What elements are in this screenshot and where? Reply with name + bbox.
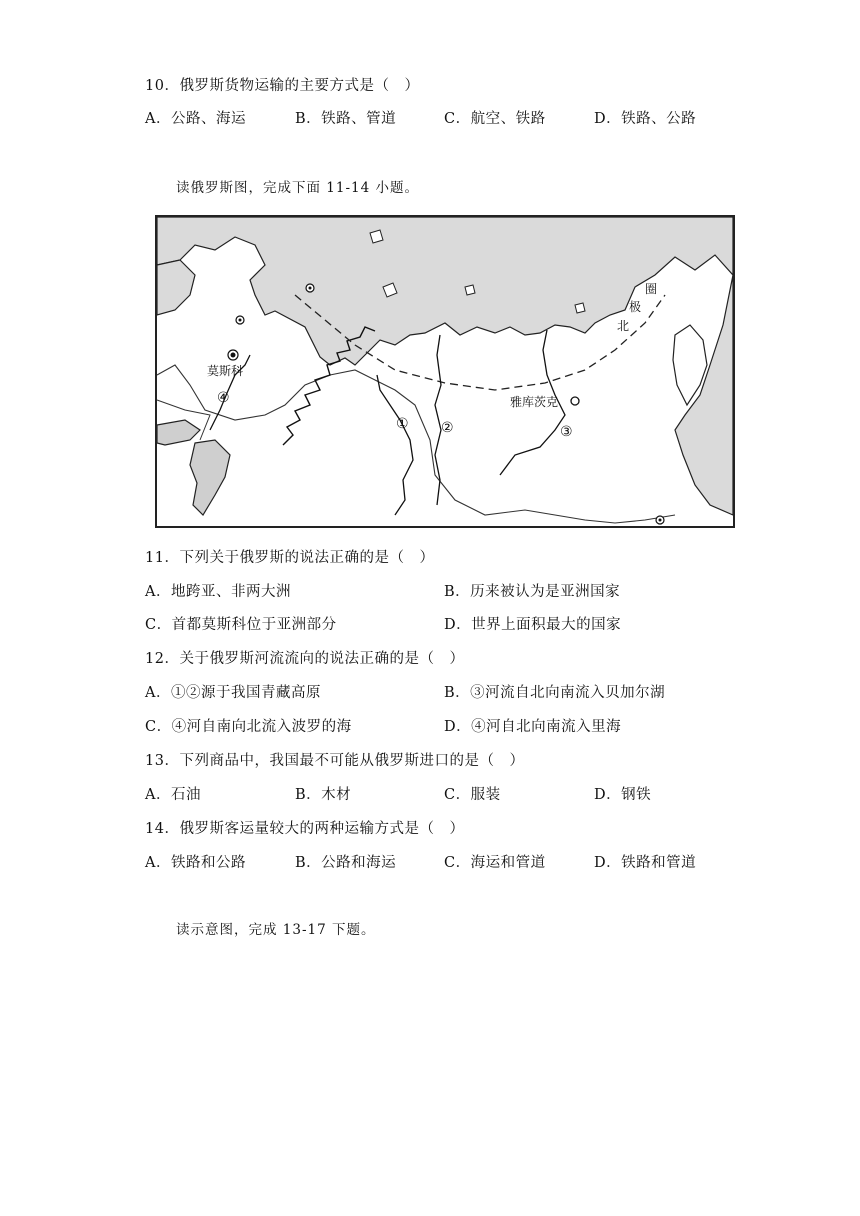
label-yakutsk: 雅库茨克	[510, 395, 559, 409]
q14-option-a[interactable]: A．铁路和公路	[145, 855, 246, 871]
q13-option-c[interactable]: C．服装	[444, 787, 501, 803]
q10-option-a[interactable]: A．公路、海运	[145, 111, 246, 127]
q13-option-a[interactable]: A．石油	[145, 787, 201, 803]
q10-option-d[interactable]: D．铁路、公路	[594, 111, 697, 127]
q13-stem: 13．下列商品中，我国最不可能从俄罗斯进口的是（ ）	[145, 753, 525, 769]
q11-option-b[interactable]: B．历来被认为是亚洲国家	[444, 584, 621, 600]
q11-stem: 11．下列关于俄罗斯的说法正确的是（ ）	[145, 550, 435, 566]
q14-option-c[interactable]: C．海运和管道	[444, 855, 546, 871]
russia-map	[155, 215, 735, 528]
q12-option-a[interactable]: A．①②源于我国青藏高原	[145, 685, 321, 701]
label-arctic-ji: 极	[629, 300, 642, 314]
label-arctic-quan: 圈	[645, 282, 658, 296]
intro-13-17: 读示意图，完成 13-17 下题。	[176, 922, 376, 938]
q11-option-d[interactable]: D．世界上面积最大的国家	[444, 617, 622, 633]
marker-1: ①	[396, 416, 409, 432]
q12-option-c[interactable]: C．④河自南向北流入波罗的海	[145, 719, 352, 735]
q10-stem: 10．俄罗斯货物运输的主要方式是（ ）	[145, 78, 420, 94]
q14-option-d[interactable]: D．铁路和管道	[594, 855, 697, 871]
marker-2: ②	[441, 420, 454, 436]
q12-option-d[interactable]: D．④河自北向南流入里海	[444, 719, 622, 735]
label-moscow: 莫斯科	[207, 364, 244, 378]
q11-option-c[interactable]: C．首都莫斯科位于亚洲部分	[145, 617, 337, 633]
q14-stem: 14．俄罗斯客运量较大的两种运输方式是（ ）	[145, 821, 465, 837]
q10-option-b[interactable]: B．铁路、管道	[295, 111, 397, 127]
q13-option-d[interactable]: D．钢铁	[594, 787, 652, 803]
q11-option-a[interactable]: A．地跨亚、非两大洲	[145, 584, 291, 600]
label-arctic-bei: 北	[617, 319, 630, 333]
q13-option-b[interactable]: B．木材	[295, 787, 352, 803]
q14-option-b[interactable]: B．公路和海运	[295, 855, 397, 871]
intro-11-14: 读俄罗斯图，完成下面 11-14 小题。	[176, 180, 420, 196]
q12-option-b[interactable]: B．③河流自北向南流入贝加尔湖	[444, 685, 666, 701]
q12-stem: 12．关于俄罗斯河流流向的说法正确的是（ ）	[145, 651, 465, 667]
marker-4: ④	[217, 390, 230, 406]
q10-option-c[interactable]: C．航空、铁路	[444, 111, 546, 127]
marker-3: ③	[560, 424, 573, 440]
